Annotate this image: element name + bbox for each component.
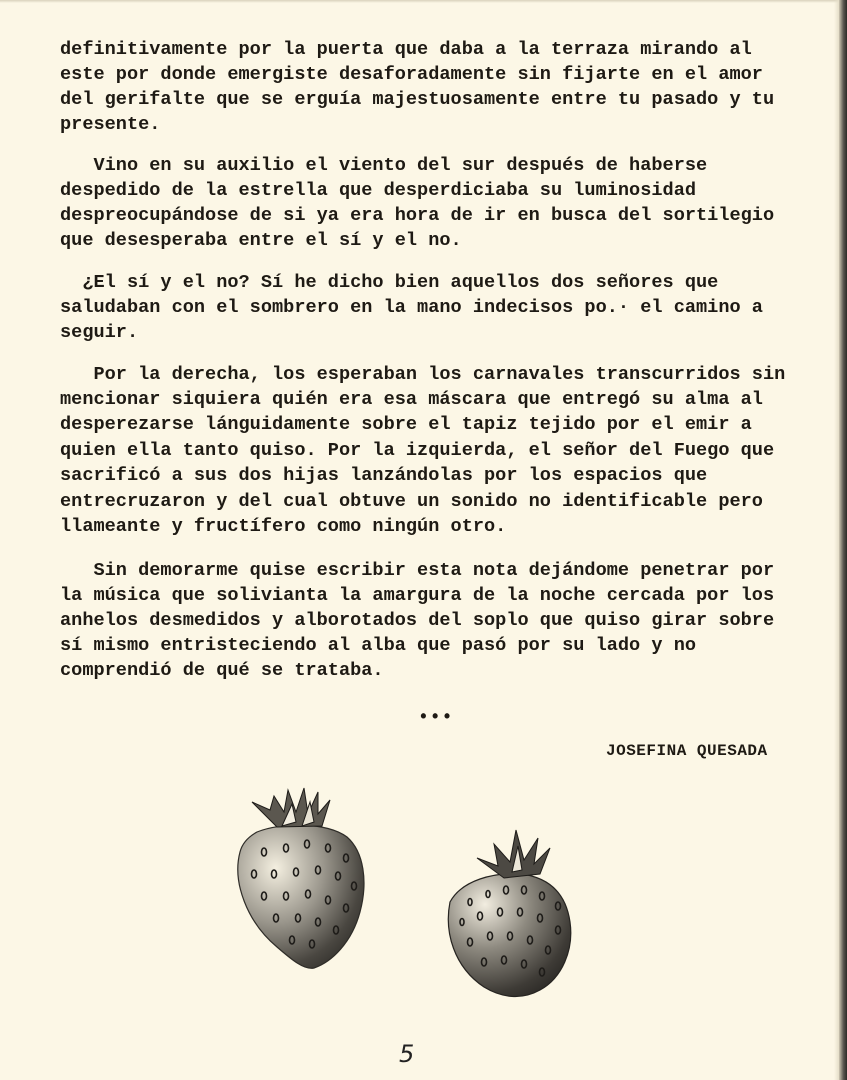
page-binding-edge <box>839 0 847 1080</box>
text-line: saludaban con el sombrero en la mano indecisos po.· el camino a <box>60 297 763 318</box>
text-line: despedido de la estrella que desperdiciaba su luminosidad <box>60 180 697 201</box>
text-line: la música que solivianta la amargura de la noche cercada por los <box>60 585 775 606</box>
text-line: despreocupándose de si ya era hora de ir en busca del sortilegio <box>60 205 775 226</box>
text-line: quien ella tanto quiso. Por la izquierda, el señor del Fuego que <box>60 440 775 461</box>
text-line: sí mismo entristeciendo al alba que pasó por su lado y no <box>60 635 697 656</box>
strawberry-right-calyx <box>477 830 550 878</box>
strawberry-right-body <box>448 874 570 997</box>
text-line: mencionar siquiera quién era esa máscara que entregó su alma al <box>60 389 763 410</box>
text-line: entrecruzaron y del cual obtuve un sonido no identificable pero <box>60 491 763 512</box>
page-top-edge <box>0 0 847 3</box>
text-line: sacrificó a sus dos hijas lanzándolas por los espacios que <box>60 465 708 486</box>
text-line: anhelos desmedidos y alborotados del soplo que quiso girar sobre <box>60 610 775 631</box>
text-line: Sin demorarme quise escribir esta nota dejándome penetrar por <box>60 560 775 581</box>
text-line: del gerifalte que se erguía majestuosamente entre tu pasado y tu <box>60 89 775 110</box>
strawberry-left <box>238 788 364 968</box>
page-number: 5 <box>399 1040 415 1068</box>
strawberry-left-calyx <box>252 788 330 827</box>
text-line: desperezarse lánguidamente sobre el tapiz tejido por el emir a <box>60 414 752 435</box>
text-line: llameante y fructífero como ningún otro. <box>60 516 507 537</box>
author-signature: JOSEFINA QUESADA <box>606 742 768 760</box>
strawberry-left-body <box>238 825 364 968</box>
section-separator: ••• <box>418 708 454 728</box>
text-line: presente. <box>60 114 161 135</box>
text-line: ¿El sí y el no? Sí he dicho bien aquellos dos señores que <box>60 272 719 293</box>
text-line: que desesperaba entre el sí y el no. <box>60 230 462 251</box>
strawberries-illustration <box>222 782 592 1007</box>
text-line: Vino en su auxilio el viento del sur después de haberse <box>60 155 708 176</box>
text-line: este por donde emergiste desaforadamente sin fijarte en el amor <box>60 64 763 85</box>
strawberry-right <box>448 830 570 996</box>
text-line: seguir. <box>60 322 139 343</box>
text-line: Por la derecha, los esperaban los carnavales transcurridos sin <box>60 364 786 385</box>
text-line: definitivamente por la puerta que daba a la terraza mirando al <box>60 39 752 60</box>
text-line: comprendió de qué se trataba. <box>60 660 384 681</box>
